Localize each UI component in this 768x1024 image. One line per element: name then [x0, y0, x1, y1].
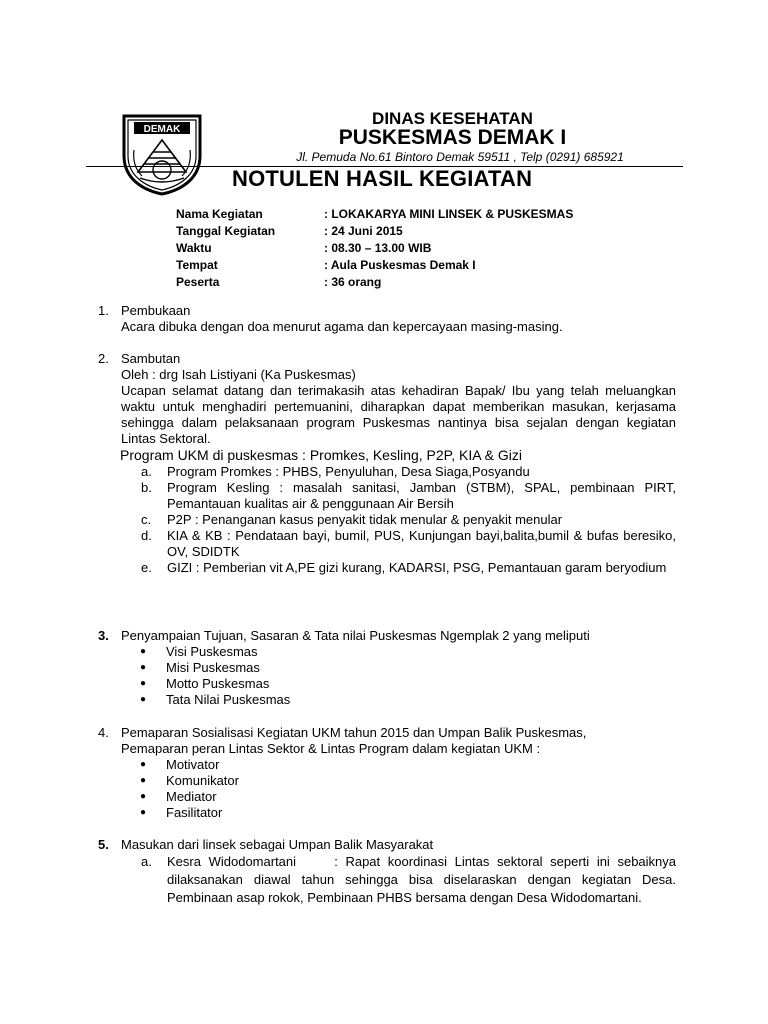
meta-row: [176, 257, 573, 274]
list-text: Tata Nilai Puskesmas: [166, 692, 291, 707]
list-item: [140, 805, 676, 821]
program-list: [141, 464, 676, 576]
header-puskesmas: PUSKESMAS DEMAK I: [338, 126, 567, 149]
section-sambutan: [98, 351, 676, 576]
list-item: [140, 789, 676, 805]
list-item: [140, 676, 676, 692]
list-letter: a.: [141, 464, 152, 479]
list-item: [140, 773, 676, 789]
list-text: Motto Puskesmas: [166, 676, 270, 691]
bullet-icon: ●: [140, 807, 147, 818]
list-text: Program Promkes : PHBS, Penyuluhan, Desa Siaga,Posyandu: [167, 464, 530, 479]
bullet-icon: ●: [140, 662, 147, 673]
list-item: [141, 480, 676, 512]
section-number: 5.: [98, 837, 109, 852]
masukan-list: [141, 853, 680, 907]
meta-label: Tanggal Kegiatan: [176, 224, 276, 238]
meta-value: : 24 Juni 2015: [324, 224, 403, 238]
list-text: P2P : Penanganan kasus penyakit tidak menular & penyakit menular: [167, 512, 563, 527]
list-letter: c.: [141, 512, 152, 527]
list-item: [140, 644, 676, 660]
section-title: Pembukaan: [121, 303, 191, 318]
section-title: Masukan dari linsek sebagai Umpan Balik Masyarakat: [121, 837, 434, 852]
meta-value: : 36 orang: [324, 275, 382, 289]
meta-label: Waktu: [176, 241, 212, 255]
list-item: [141, 464, 676, 480]
list-text: Komunikator: [166, 773, 239, 788]
list-item: [141, 528, 676, 560]
list-item: [141, 853, 680, 907]
meta-value: : 08.30 – 13.00 WIB: [324, 241, 432, 255]
document-title: NOTULEN HASIL KEGIATAN: [232, 166, 533, 191]
bullet-icon: ●: [140, 694, 147, 705]
list-letter: d.: [141, 528, 152, 543]
meta-label: Peserta: [176, 275, 220, 289]
section-text: Acara dibuka dengan doa menurut agama dan kepercayaan masing-masing.: [121, 319, 563, 334]
section-number: 3.: [98, 628, 109, 643]
bullet-icon: ●: [140, 775, 147, 786]
bullet-icon: ●: [140, 646, 147, 657]
meta-label: Tempat: [176, 258, 218, 272]
meta-table: [176, 206, 573, 291]
section-title: Penyampaian Tujuan, Sasaran & Tata nilai Puskesmas Ngemplak 2 yang meliputi: [121, 628, 590, 643]
section-title: Pemaparan Sosialisasi Kegiatan UKM tahun 2015 dan Umpan Balik Puskesmas,: [121, 725, 587, 740]
meta-row: [176, 240, 573, 257]
list-text: Fasilitator: [166, 805, 223, 820]
logo-text: DEMAK: [143, 124, 181, 135]
section-masukan: [98, 837, 680, 907]
list-letter: e.: [141, 560, 152, 575]
section-subtitle: Pemaparan peran Lintas Sektor & Lintas Program dalam kegiatan UKM :: [121, 741, 541, 756]
list-text: GIZI : Pemberian vit A,PE gizi kurang, KADARSI, PSG, Pemantauan garam beryodium: [167, 560, 667, 575]
list-item: [140, 692, 676, 708]
demak-logo-emblem: [120, 112, 204, 196]
list-item: [140, 660, 676, 676]
list-text: Mediator: [166, 789, 217, 804]
section-title: Sambutan: [121, 351, 181, 366]
list-item: [141, 512, 676, 528]
meta-row: [176, 206, 573, 223]
bullet-icon: ●: [140, 759, 147, 770]
meta-row: [176, 223, 573, 240]
list-text: Program Kesling : masalah sanitasi, Jamban (STBM), SPAL, pembinaan PIRT, Pemantauan kualitas air & penggunaan Air Bersih: [167, 480, 676, 511]
section-pembukaan: [98, 303, 676, 335]
header-address: Jl. Pemuda No.61 Bintoro Demak 59511 , Telp (0291) 685921: [296, 150, 624, 164]
section-number: 4.: [98, 725, 109, 740]
list-letter: b.: [141, 480, 152, 495]
section-pemaparan: [98, 725, 676, 821]
section-number: 1.: [98, 303, 109, 318]
meta-label: Nama Kegiatan: [176, 207, 263, 221]
section-text: Ucapan selamat datang dan terimakasih atas kehadiran Bapak/ Ibu yang telah meluangkan waktu untuk menghadiri pertemuanini, diharapkan dapat memberikan masukan, kerjasama sehingga dalam pelaksanaan program Puskesmas nantinya bisa sejalan dengan kegiatan Lintas Sektoral.: [121, 383, 676, 446]
list-text: Misi Puskesmas: [166, 660, 260, 675]
list-text: KIA & KB : Pendataan bayi, bumil, PUS, Kunjungan bayi,balita,bumil & bufas beresiko, OV, SDIDTK: [167, 528, 676, 559]
list-item: [141, 560, 676, 576]
program-line: Program UKM di puskesmas : Promkes, Kesling, P2P, KIA & Gizi: [120, 447, 523, 463]
section-tujuan: [98, 628, 676, 708]
bullet-icon: ●: [140, 791, 147, 802]
list-item: [140, 757, 676, 773]
list-text: Visi Puskesmas: [166, 644, 258, 659]
header-dinas: DINAS KESEHATAN: [372, 109, 533, 128]
section-speaker: Oleh : drg Isah Listiyani (Ka Puskesmas): [121, 367, 356, 382]
bullet-icon: ●: [140, 678, 147, 689]
list-text: Motivator: [166, 757, 220, 772]
meta-row: [176, 274, 573, 291]
list-text: Kesra Widodomartani : Rapat koordinasi Lintas sektoral seperti ini sebaiknya dilaksanakan diawal tahun sehingga bisa diselaraskan dengan kegiatan Desa. Pembinaan asap rokok, Pembinaan PHBS bersama dengan Desa Widodomartani.: [167, 854, 680, 905]
section-number: 2.: [98, 351, 109, 366]
bullet-list: [140, 644, 676, 708]
meta-value: : LOKAKARYA MINI LINSEK & PUSKESMAS: [324, 207, 574, 221]
list-letter: a.: [141, 854, 152, 869]
bullet-list: [140, 757, 676, 821]
meta-value: : Aula Puskesmas Demak I: [324, 258, 476, 272]
